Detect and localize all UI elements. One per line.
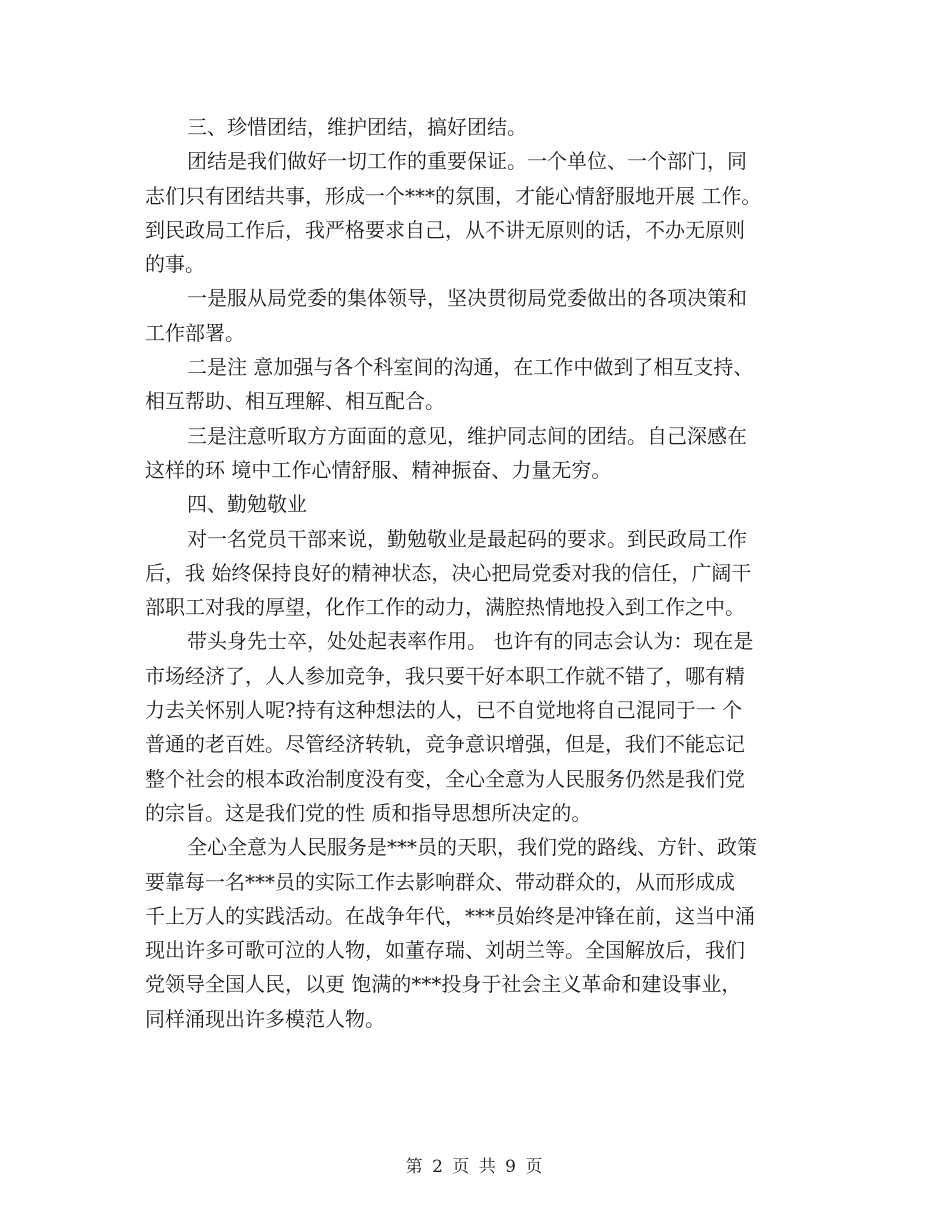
paragraph-line: 团结是我们做好一切工作的重要保证。一个单位、一个部门，同 (187, 149, 747, 174)
paragraph-line: 二是注 意加强与各个科室间的沟通，在工作中做到了相互支持、 (187, 355, 754, 380)
paragraph-line: 志们只有团结共事，形成一个***的氛围，才能心情舒服地开展 工作。 (145, 183, 762, 208)
document-body (145, 110, 810, 1036)
paragraph-line: 的宗旨。这是我们党的性 质和指导思想所决定的。 (145, 800, 592, 825)
paragraph-line: 党领导全国人民，以更 饱满的***投身于社会主义革命和建设事业， (145, 972, 742, 997)
paragraph-line: 普通的老百姓。尽管经济转轨，竞争意识增强，但是，我们不能忘记 (145, 732, 745, 757)
paragraph-line: 千上万人的实践活动。在战争年代，***员始终是冲锋在前，这当中涌 (145, 903, 755, 928)
paragraph-line: 三是注意听取方方面面的意见，维护同志间的团结。自己深感在 (187, 423, 747, 448)
section-heading-4: 四、勤勉敬业 (187, 492, 307, 517)
paragraph-line: 整个社会的根本政治制度没有变，全心全意为人民服务仍然是我们党 (145, 766, 745, 791)
paragraph-line: 相互帮助、相互理解、相互配合。 (145, 389, 445, 414)
paragraph-line: 后，我 始终保持良好的精神状态，决心把局党委对我的信任，广阔干 (145, 560, 752, 585)
paragraph-line: 这样的环 境中工作心情舒服、精神振奋、力量无穷。 (145, 457, 612, 482)
paragraph-line: 现出许多可歌可泣的人物，如董存瑞、刘胡兰等。全国解放后，我们 (145, 938, 745, 963)
page-number-footer: 第 2 页 共 9 页 (405, 1157, 545, 1177)
paragraph-line: 工作部署。 (145, 320, 245, 345)
paragraph-line: 同样涌现出许多模范人物。 (145, 1006, 385, 1031)
paragraph-line: 一是服从局党委的集体领导，坚决贯彻局党委做出的各项决策和 (187, 286, 747, 311)
paragraph-line: 对一名党员干部来说，勤勉敬业是最起码的要求。到民政局工作 (187, 526, 747, 551)
paragraph-line: 的事。 (145, 252, 205, 277)
section-heading-3: 三、珍惜团结，维护团结，搞好团结。 (187, 115, 527, 139)
paragraph-line: 力去关怀别人呢?持有这种想法的人，已不自觉地将自己混同于一 个 (145, 698, 743, 723)
paragraph-line: 到民政局工作后，我严格要求自己，从不讲无原则的话，不办无原则 (145, 217, 745, 242)
paragraph-line: 要靠每一名***员的实际工作去影响群众、带动群众的，从而形成成 (145, 869, 735, 894)
paragraph-line: 部职工对我的厚望，化作工作的动力，满腔热情地投入到工作之中。 (145, 595, 745, 620)
paragraph-line: 全心全意为人民服务是***员的天职，我们党的路线、方针、政策 (187, 835, 757, 860)
paragraph-line: 市场经济了，人人参加竞争，我只要干好本职工作就不错了，哪有精 (145, 663, 745, 688)
paragraph-line: 带头身先士卒，处处起表率作用。 也许有的同志会认为：现在是 (187, 629, 754, 654)
